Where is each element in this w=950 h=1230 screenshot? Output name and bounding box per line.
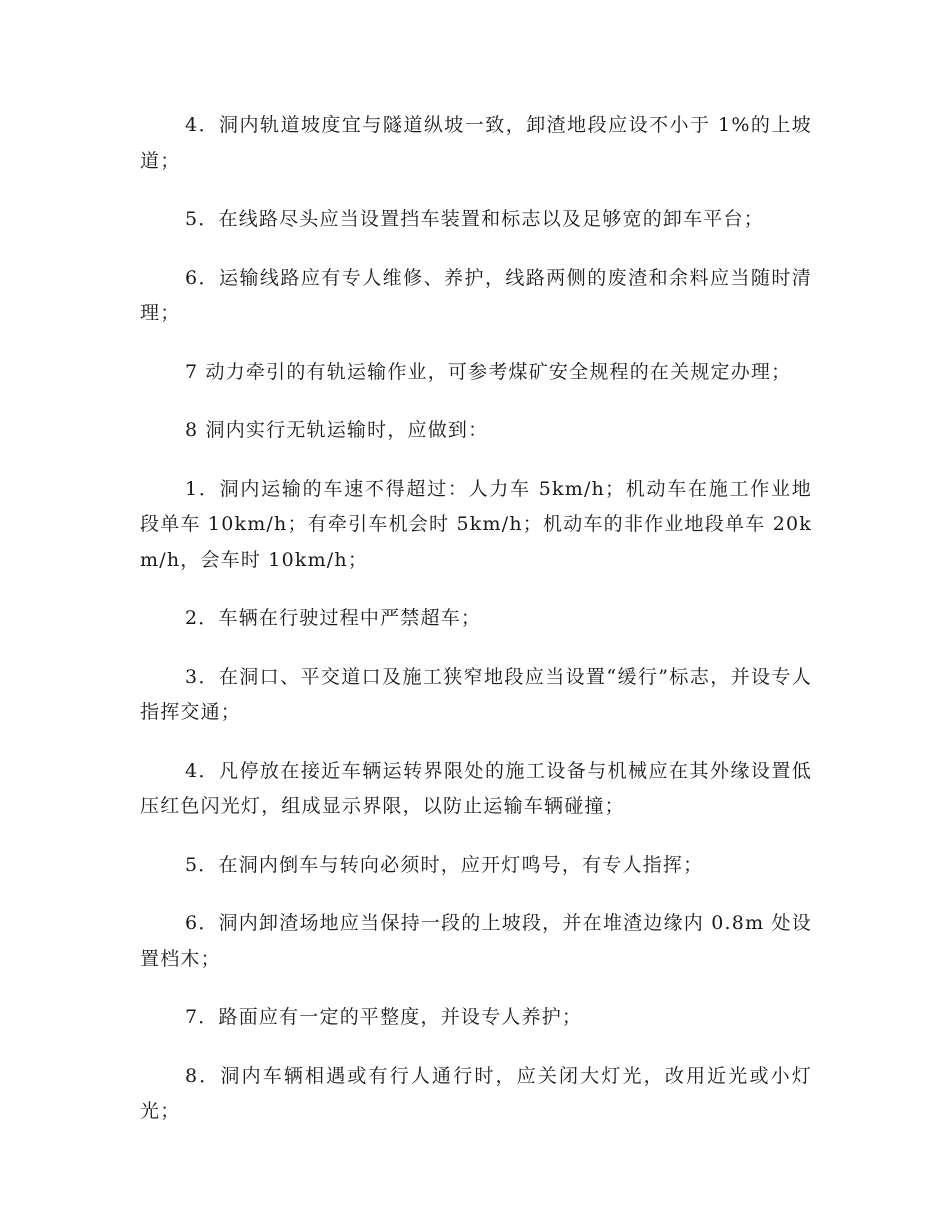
paragraph-warning-lights: 4．凡停放在接近车辆运转界限处的施工设备与机械应在其外缘设置低压红色闪光灯，组成显示界限，以防止运输车辆碰撞； bbox=[140, 759, 812, 817]
paragraph-end-stop-device: 5．在线路尽头应当设置挡车装置和标志以及足够宽的卸车平台； bbox=[185, 208, 764, 230]
paragraph-slow-signs: 3．在洞口、平交道口及施工狭窄地段应当设置“缓行”标志，并设专人指挥交通； bbox=[140, 665, 812, 723]
paragraph-line-maintenance: 6．运输线路应有专人维修、养护，线路两侧的废渣和余料应当随时清理； bbox=[140, 266, 812, 324]
paragraph-no-overtaking: 2．车辆在行驶过程中严禁超车； bbox=[185, 607, 482, 629]
paragraph-road-surface: 7．路面应有一定的平整度，并设专人养护； bbox=[185, 1006, 583, 1028]
paragraph-powered-traction: 7 动力牵引的有轨运输作业，可参考煤矿安全规程的在关规定办理； bbox=[185, 360, 792, 383]
document-body bbox=[140, 108, 812, 1153]
paragraph-dump-site: 6．洞内卸渣场地应当保持一段的上坡段，并在堆渣边缘内 0.8m 处设置档木； bbox=[140, 912, 812, 970]
paragraph-headlights: 8．洞内车辆相遇或有行人通行时，应关闭大灯光，改用近光或小灯光； bbox=[140, 1064, 812, 1122]
paragraph-speed-limits: 1．洞内运输的车速不得超过：人力车 5km/h；机动车在施工作业地段单车 10km/h；有牵引车机会时 5km/h；机动车的非作业地段单车 20km/h，会车时 10km/h； bbox=[140, 477, 812, 571]
paragraph-reversing: 5．在洞内倒车与转向必须时，应开灯鸣号，有专人指挥； bbox=[185, 853, 704, 876]
paragraph-trackless-heading: 8 洞内实行无轨运输时，应做到： bbox=[185, 419, 489, 441]
paragraph-track-gradient: 4．洞内轨道坡度宜与隧道纵坡一致，卸渣地段应设不小于 1%的上坡道； bbox=[140, 114, 812, 172]
